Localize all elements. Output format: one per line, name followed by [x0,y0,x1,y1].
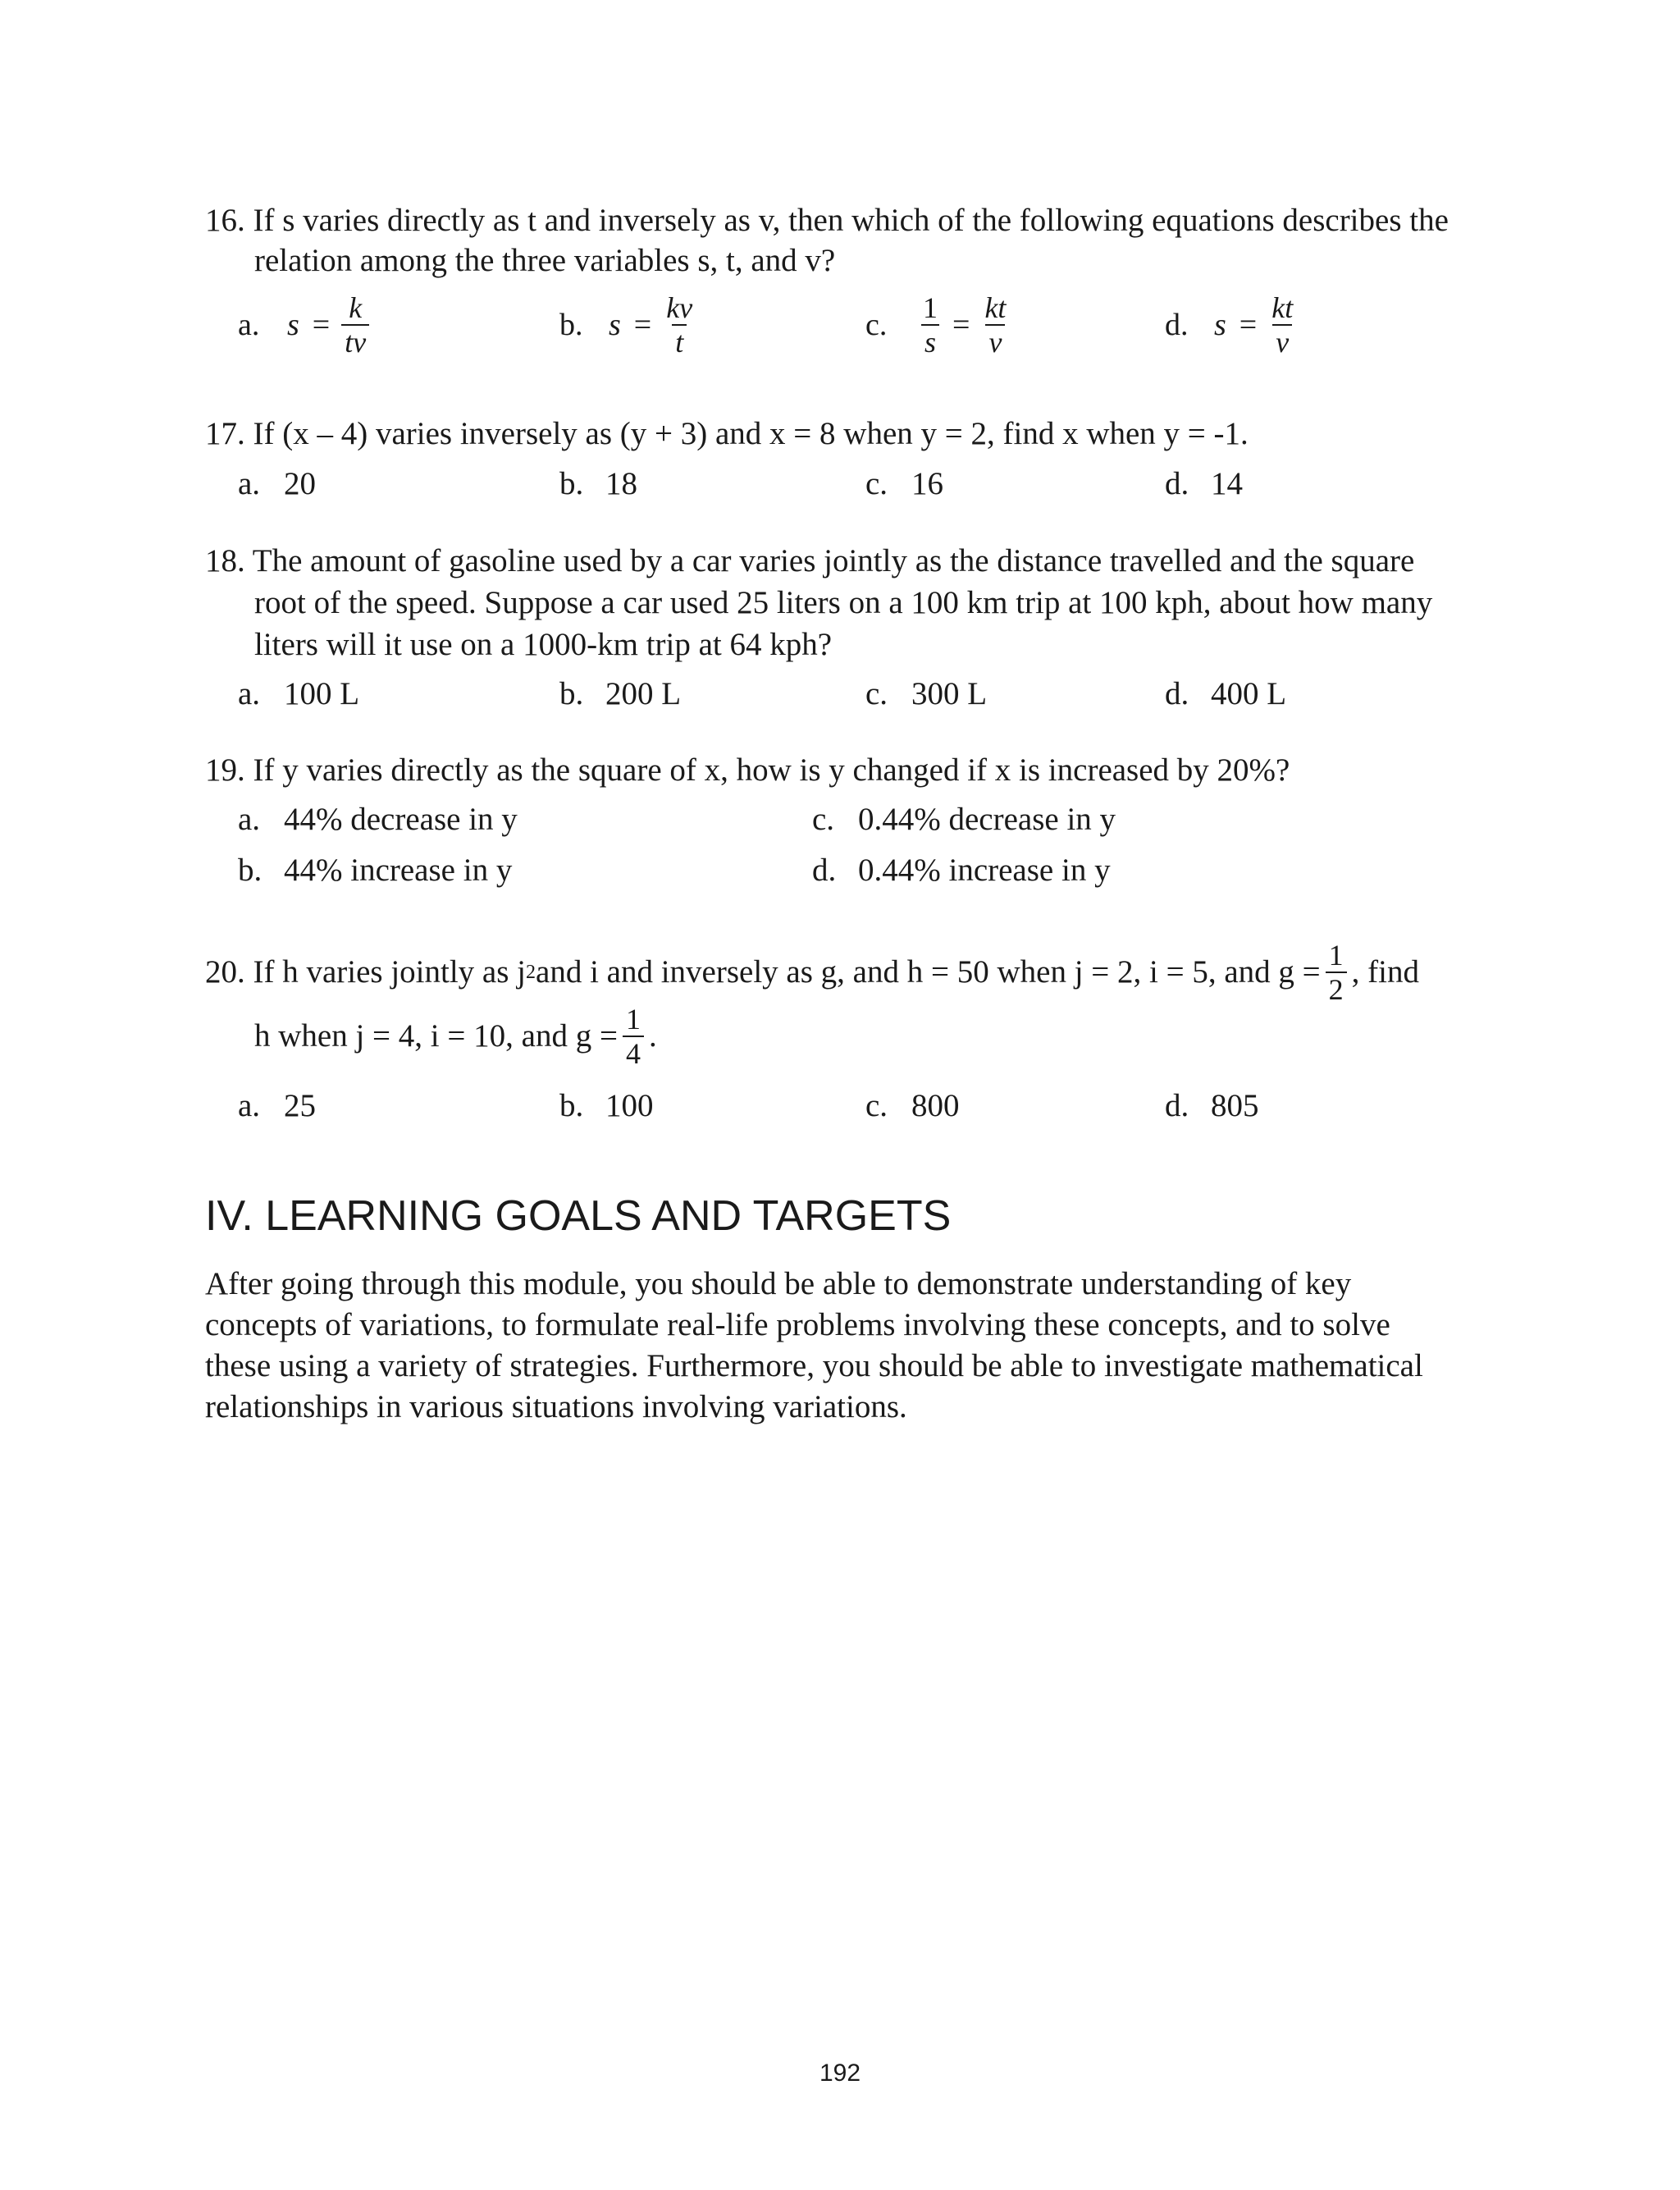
choice-19b [238,851,512,890]
question-17-number: 17. [205,416,245,451]
choice-text: 20 [284,466,316,501]
choice-text: 805 [1211,1088,1259,1123]
question-20-text-1c: , find [1351,954,1419,990]
choice-text: 44% increase in y [284,853,513,888]
choice-letter: b. [559,466,584,501]
question-16-text-1: If s varies directly as t and inversely as v, then which of the following equations describes the [253,203,1449,238]
question-19-choices-row-1 [0,800,1680,849]
equals-sign: = [1239,308,1258,342]
question-16-number: 16. [205,203,245,238]
question-19-number: 19. [205,752,245,788]
choice-letter: a. [238,1088,261,1123]
choice-text: 0.44% increase in y [858,853,1111,888]
section-paragraph-line-3: these using a variety of strategies. Furthermore, you should be able to investigate mathematical [205,1348,1423,1383]
numerator: k [349,291,363,324]
choice-letter: d. [1165,1088,1189,1123]
question-20-line-1: 20. If h varies jointly as j 2 and i and inversely as g, and h = 50 when j = 2, i = 5, and g = $\frac{1}{2}$ , find [205,939,1419,1006]
choice-16a [238,291,374,359]
denominator: 4 [623,1036,644,1070]
equals-sign: = [312,308,331,342]
choice-letter: b. [238,853,262,888]
choice-19d [812,851,1111,890]
section-paragraph-line-4: relationships in various situations involving variations. [205,1389,907,1424]
choice-letter: d. [1165,466,1189,501]
choice-16b [559,291,701,359]
choice-17d [1165,464,1243,504]
question-20-text-1b: and i and inversely as g, and h = 50 when j = 2, i = 5, and g = [536,954,1321,990]
question-16-line-2: relation among the three variables s, t, and v? [254,243,836,278]
numerator: kv [666,291,693,324]
question-18-choices [0,674,1680,724]
fraction-one-half [1326,939,1347,1006]
choice-text: 200 L [605,676,682,711]
question-20-choices [0,1086,1680,1136]
denominator: v [1272,324,1292,359]
denominator: s [921,324,939,359]
question-20-line-2 [254,999,657,1073]
choice-letter: a. [238,466,261,501]
fraction [663,291,696,359]
question-16-line-1 [205,201,1449,240]
question-19-text: If y varies directly as the square of x, how is y changed if x is increased by 20%? [253,752,1290,788]
fraction-one-fourth [623,1003,644,1070]
question-17-choices [0,464,1680,514]
denominator: tv [341,324,369,359]
choice-letter: a. [238,308,260,342]
choice-18d [1165,674,1286,714]
question-17-text: If (x – 4) varies inversely as (y + 3) and x = 8 when y = 2, find x when y = -1. [253,416,1249,451]
question-18-number: 18. [205,543,245,578]
numerator: 1 [1328,939,1344,972]
fraction [981,291,1009,359]
choice-text: 100 [605,1088,654,1123]
question-18-line-2: root of the speed. Suppose a car used 25 liters on a 100 km trip at 100 kph, about how many [254,585,1433,620]
numerator: 1 [923,291,938,324]
choice-19c [812,800,1116,839]
question-20-text-2a: h when j = 4, i = 10, and g = [254,1018,618,1054]
choice-letter: b. [559,308,583,342]
choice-18a [238,674,359,714]
denominator: 2 [1326,972,1347,1006]
choice-letter: a. [238,676,261,711]
question-20-text-2b: . [648,1018,657,1054]
page-number: 192 [819,2060,861,2087]
choice-20b [559,1086,654,1126]
choice-19a [238,800,518,839]
choice-letter: a. [238,802,261,837]
question-19-line [205,751,1290,790]
choice-text: 14 [1211,466,1243,501]
equals-sign: = [952,308,970,342]
choice-text: 0.44% decrease in y [858,802,1116,837]
section-paragraph-line-1: After going through this module, you should be able to demonstrate understanding of key [205,1266,1352,1301]
question-20-text-1a: If h varies jointly as j [253,954,527,990]
choice-lhs: s [287,308,299,342]
choice-letter: b. [559,1088,584,1123]
choice-letter: b. [559,676,584,711]
choice-20c [865,1086,960,1126]
choice-20d [1165,1086,1259,1126]
choice-letter: c. [812,802,835,837]
choice-16d [1165,291,1301,359]
choice-text: 800 [911,1088,960,1123]
question-20-number: 20. [205,954,245,990]
choice-lhs: s [1214,308,1226,342]
question-18-line-1 [205,542,1414,581]
choice-text: 25 [284,1088,316,1123]
choice-16c [865,291,1014,359]
section-paragraph-line-2: concepts of variations, to formulate real-life problems involving these concepts, and to solve [205,1307,1390,1342]
question-18-text-1: The amount of gasoline used by a car varies jointly as the distance travelled and the square [252,543,1415,578]
choice-letter: c. [865,676,888,711]
fraction [341,291,369,359]
choice-text: 100 L [284,676,360,711]
choice-text: 300 L [911,676,988,711]
fraction-lhs [920,291,941,359]
choice-17c [865,464,943,504]
denominator: v [985,324,1005,359]
section-heading: IV. LEARNING GOALS AND TARGETS [205,1192,952,1240]
choice-text: 16 [911,466,943,501]
equals-sign: = [633,308,652,342]
choice-20a [238,1086,316,1126]
choice-18c [865,674,987,714]
numerator: 1 [625,1003,641,1036]
denominator: t [672,324,687,359]
choice-letter: d. [1165,308,1189,342]
choice-text: 18 [605,466,637,501]
choice-letter: d. [1165,676,1189,711]
question-17-line [205,414,1249,454]
choice-text: 44% decrease in y [284,802,518,837]
numerator: kt [984,291,1007,324]
choice-letter: c. [865,308,888,342]
choice-17b [559,464,637,504]
choice-lhs: s [609,308,621,342]
choice-18b [559,674,681,714]
question-19-choices-row-2 [0,851,1680,900]
choice-text: 400 L [1211,676,1287,711]
choice-letter: c. [865,466,888,501]
choice-letter: c. [865,1088,888,1123]
fraction [1268,291,1296,359]
numerator: kt [1271,291,1294,324]
question-18-line-3: liters will it use on a 1000-km trip at 64 kph? [254,627,833,662]
choice-17a [238,464,316,504]
choice-letter: d. [812,853,837,888]
